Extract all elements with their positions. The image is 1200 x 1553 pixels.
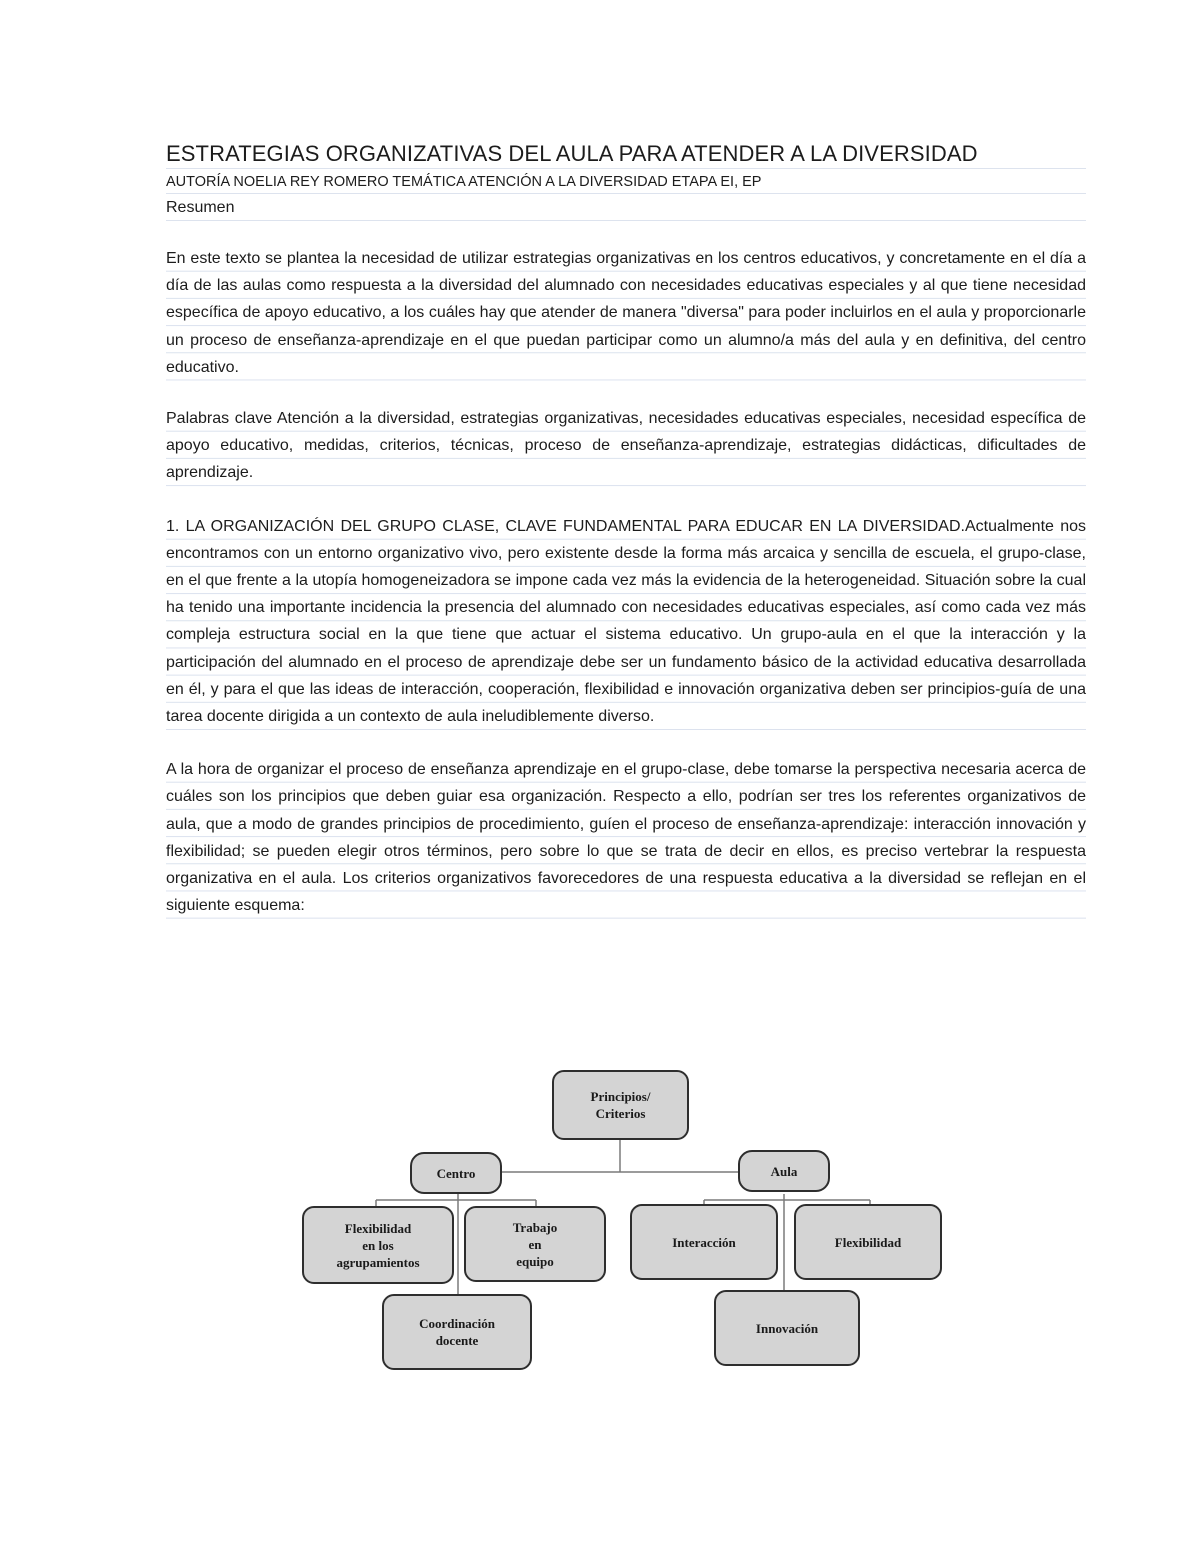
diagram-node-aula: Aula xyxy=(738,1150,830,1192)
resumen-heading: Resumen xyxy=(166,196,1086,221)
paragraph-4: A la hora de organizar el proceso de enseñanza aprendizaje en el grupo-clase, debe tomarse la perspectiva necesaria acerca de cuáles son los principios que deben guiar esa organización. Respecto a ello, podrían ser tres los referentes organizativos de aula, que a modo de grandes principios de procedimiento, guíen el proceso de enseñanza-aprendizaje: interacción innovación y flexibilidad; se pueden elegir otros términos, pero sobre lo que se trata de decir en ellos, es preciso vertebrar la respuesta organizativa en el aula. Los criterios organizativos favorecedores de una respuesta educativa a la diversidad se reflejan en el siguiente esquema: xyxy=(166,756,1086,919)
section-1-paragraph xyxy=(166,513,1086,731)
diagram-node-coordinacion-docente: Coordinación docente xyxy=(382,1294,532,1370)
section-1-body: Actualmente nos encontramos con un entorno organizativo vivo, pero existente desde la forma más arcaica y sencilla de escuela, el grupo-clase, en el que frente a la utopía homogeneizadora se impone cada vez más la evidencia de la heterogeneidad. Situación sobre la cual ha tenido una importante incidencia la presencia del alumnado con necesidades educativas especiales, así como cada vez más compleja estructura social en la que tiene que actuar el sistema educativo. Un grupo-aula en el que la interacción y la participación del alumnado en el proceso de aprendizaje debe ser un fundamento básico de la actividad educativa desarrollada en él, y para el que las ideas de interacción, cooperación, flexibilidad e innovación organizativa deben ser principios-guía de una tarea docente dirigida a un contexto de aula ineludiblemente diverso. xyxy=(166,517,1086,726)
diagram-node-innovacion: Innovación xyxy=(714,1290,860,1366)
diagram-node-flexibilidad-agrupamientos: Flexibilidad en los agrupamientos xyxy=(302,1206,454,1284)
document-title: ESTRATEGIAS ORGANIZATIVAS DEL AULA PARA ATENDER A LA DIVERSIDAD xyxy=(166,140,1086,169)
document-body xyxy=(166,140,1086,919)
diagram-node-interaccion: Interacción xyxy=(630,1204,778,1280)
criteria-diagram xyxy=(298,1068,946,1372)
keywords-paragraph: Palabras clave Atención a la diversidad, estrategias organizativas, necesidades educativas especiales, necesidad específica de apoyo educativo, medidas, criterios, técnicas, proceso de enseñanza-aprendizaje, estrategias didácticas, dificultades de aprendizaje. xyxy=(166,405,1086,487)
diagram-node-trabajo-equipo: Trabajo en equipo xyxy=(464,1206,606,1282)
diagram-node-principios-criterios: Principios/ Criterios xyxy=(552,1070,689,1140)
diagram-node-flexibilidad: Flexibilidad xyxy=(794,1204,942,1280)
diagram-node-centro: Centro xyxy=(410,1152,502,1194)
abstract-paragraph: En este texto se plantea la necesidad de utilizar estrategias organizativas en los centros educativos, y concretamente en el día a día de las aulas como respuesta a la diversidad del alumnado con necesidades educativas especiales y al que tiene necesidad específica de apoyo educativo, a los cuáles hay que atender de manera "diversa" para poder incluirlos en el aula y proporcionarle un proceso de enseñanza-aprendizaje en el que puedan participar como un alumno/a más del aula y en definitiva, del centro educativo. xyxy=(166,245,1086,381)
author-line: AUTORÍA NOELIA REY ROMERO TEMÁTICA ATENCIÓN A LA DIVERSIDAD ETAPA EI, EP xyxy=(166,171,1086,194)
section-1-heading: 1. LA ORGANIZACIÓN DEL GRUPO CLASE, CLAVE FUNDAMENTAL PARA EDUCAR EN LA DIVERSIDAD. xyxy=(166,517,965,535)
